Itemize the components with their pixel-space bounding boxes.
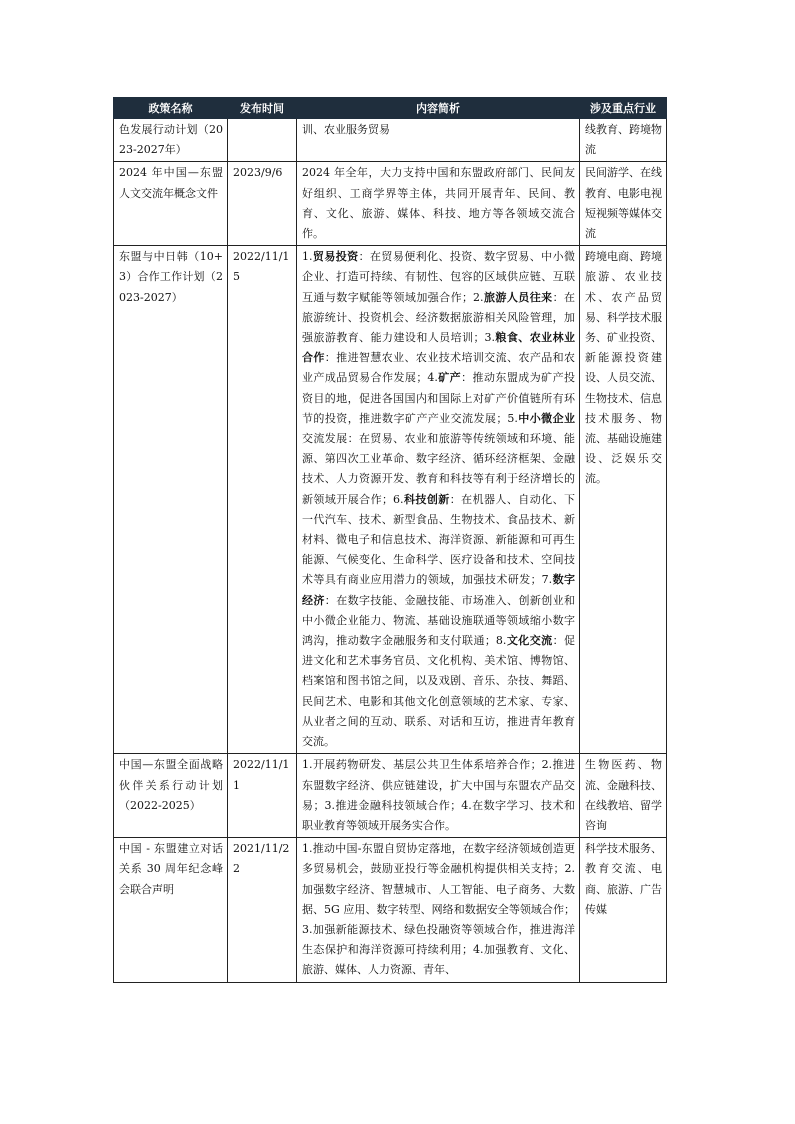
content-text: 训、农业服务贸易 bbox=[302, 123, 390, 136]
release-date-cell: 2023/9/6 bbox=[228, 162, 297, 246]
content-text: ：推进智慧农业、农业技术培训交流、农产品和农业产成品贸易合作发展；4. bbox=[302, 351, 576, 385]
content-keyword: 贸易投资 bbox=[312, 250, 359, 264]
content-text: 交流发展：在贸易、农业和旅游等传统领域和环境、能源、第四次工业革命、数字经济、循环经济框架、金融技术、人力资源开发、教育和科技等有利于经济增长的新领域开展合作；6. bbox=[302, 432, 575, 506]
header-policy-name: 政策名称 bbox=[114, 98, 228, 119]
header-release-date: 发布时间 bbox=[228, 98, 297, 119]
header-key-industries: 涉及重点行业 bbox=[580, 98, 667, 119]
content-text: 1.推动中国-东盟自贸协定落地，在数字经济领域创造更多贸易机会，鼓励亚投行等金融机构提供相关支持；2.加强数字经济、智慧城市、人工智能、电子商务、大数据、5G 应用、数字转型、网络和数据安全等领域合作；3.加强新能源技术、绿色投融资等领域合作，推进海洋生态保护和海洋资源可持续利用；4.加强教育、文化、旅游、媒体、人力资源、青年、 bbox=[302, 842, 575, 977]
content-keyword: 粮食、农业林业合作 bbox=[302, 331, 576, 365]
key-industries-cell: 跨境电商、跨境旅游、农业技术、农产品贸易、科学技术服务、矿业投资、新能源投资建设、人员交流、生物技术、信息技术服务、物流、基础设施建设、泛娱乐交流。 bbox=[580, 246, 667, 754]
key-industries-cell: 生物医药、物流、金融科技、在线教培、留学咨询 bbox=[580, 754, 667, 838]
content-keyword: 数字经济 bbox=[302, 573, 576, 607]
policy-name-cell: 中国 - 东盟建立对话关系 30 周年纪念峰会联合声明 bbox=[114, 838, 228, 982]
content-analysis-cell bbox=[297, 754, 580, 838]
content-text: ：在贸易便利化、投资、数字贸易、中小微企业、打造可持续、有韧性、包容的区域供应链、互联互通与数字赋能等领域加强合作；2. bbox=[302, 250, 576, 304]
policy-table bbox=[113, 97, 667, 983]
table-body bbox=[114, 119, 667, 983]
table-header-row bbox=[114, 98, 667, 119]
content-text: ：促进文化和艺术事务官员、文化机构、美术馆、博物馆、档案馆和图书馆之间，以及戏剧、音乐、杂技、舞蹈、民间艺术、电影和其他文化创意领域的艺术家、专家、从业者之间的互动、联系、对话和互访，推进青年教育交流。 bbox=[302, 634, 576, 749]
key-industries-cell: 线教育、跨境物流 bbox=[580, 119, 667, 162]
key-industries-cell: 民间游学、在线教育、电影电视短视频等媒体交流 bbox=[580, 162, 667, 246]
content-text: ：推动东盟成为矿产投资目的地，促进各国国内和国际上对矿产价值链所有环节的投资，推进数字矿产产业交流发展；5. bbox=[302, 371, 575, 425]
content-text: ：在旅游统计、投资机会、经济数据旅游相关风险管理，加强旅游教育、能力建设和人员培训；3. bbox=[302, 290, 576, 345]
table-row bbox=[114, 754, 667, 838]
content-keyword: 旅游人员往来 bbox=[483, 290, 553, 304]
key-industries-cell: 科学技术服务、教育交流、电商、旅游、广告传媒 bbox=[580, 838, 667, 982]
table-row bbox=[114, 246, 667, 754]
content-analysis-cell bbox=[297, 162, 580, 246]
header-content-analysis: 内容简析 bbox=[297, 98, 580, 119]
content-keyword: 中小微企业 bbox=[517, 411, 576, 425]
content-text: 2024 年全年，大力支持中国和东盟政府部门、民间友好组织、工商学界等主体，共同开展青年、民间、教育、文化、旅游、媒体、科技、地方等各领域交流合作。 bbox=[302, 166, 575, 241]
content-keyword: 文化交流 bbox=[506, 634, 553, 648]
policy-name-cell: 色发展行动计划（2023-2027年） bbox=[114, 119, 228, 162]
content-analysis-cell bbox=[297, 838, 580, 982]
content-text: 1.开展药物研发、基层公共卫生体系培养合作；2.推进东盟数字经济、供应链建设，扩大中国与东盟农产品交易；3.推进金融科技领域合作；4.在数字学习、技术和职业教育等领域开展务实合作。 bbox=[302, 758, 575, 832]
table-row bbox=[114, 162, 667, 246]
release-date-cell: 2021/11/22 bbox=[228, 838, 297, 982]
release-date-cell: 2022/11/11 bbox=[228, 754, 297, 838]
policy-name-cell: 2024 年中国—东盟人文交流年概念文件 bbox=[114, 162, 228, 246]
content-analysis-cell bbox=[297, 119, 580, 162]
content-text: ：在机器人、自动化、下一代汽车、技术、新型食品、生物技术、食品技术、新材料、微电子和信息技术、海洋资源、新能源和可再生能源、气候变化、生命科学、医疗设备和技术、空间技术等具有商业应用潜力的领域，加强技术研发；7. bbox=[302, 492, 576, 587]
release-date-cell: 2022/11/15 bbox=[228, 246, 297, 754]
content-keyword: 科技创新 bbox=[403, 492, 450, 506]
table-row bbox=[114, 838, 667, 982]
policy-name-cell: 东盟与中日韩（10+3）合作工作计划（2023-2027） bbox=[114, 246, 228, 754]
content-text: 1. bbox=[302, 250, 313, 264]
table-row bbox=[114, 119, 667, 162]
release-date-cell bbox=[228, 119, 297, 162]
content-text: ：在数字技能、金融技能、市场准入、创新创业和中小微企业能力、物流、基础设施联通等领域缩小数字鸿沟，推动数字金融服务和支付联通；8. bbox=[302, 593, 576, 648]
policy-name-cell: 中国—东盟全面战略伙伴关系行动计划（2022-2025） bbox=[114, 754, 228, 838]
content-keyword: 矿产 bbox=[437, 371, 462, 385]
content-analysis-cell bbox=[297, 246, 580, 754]
